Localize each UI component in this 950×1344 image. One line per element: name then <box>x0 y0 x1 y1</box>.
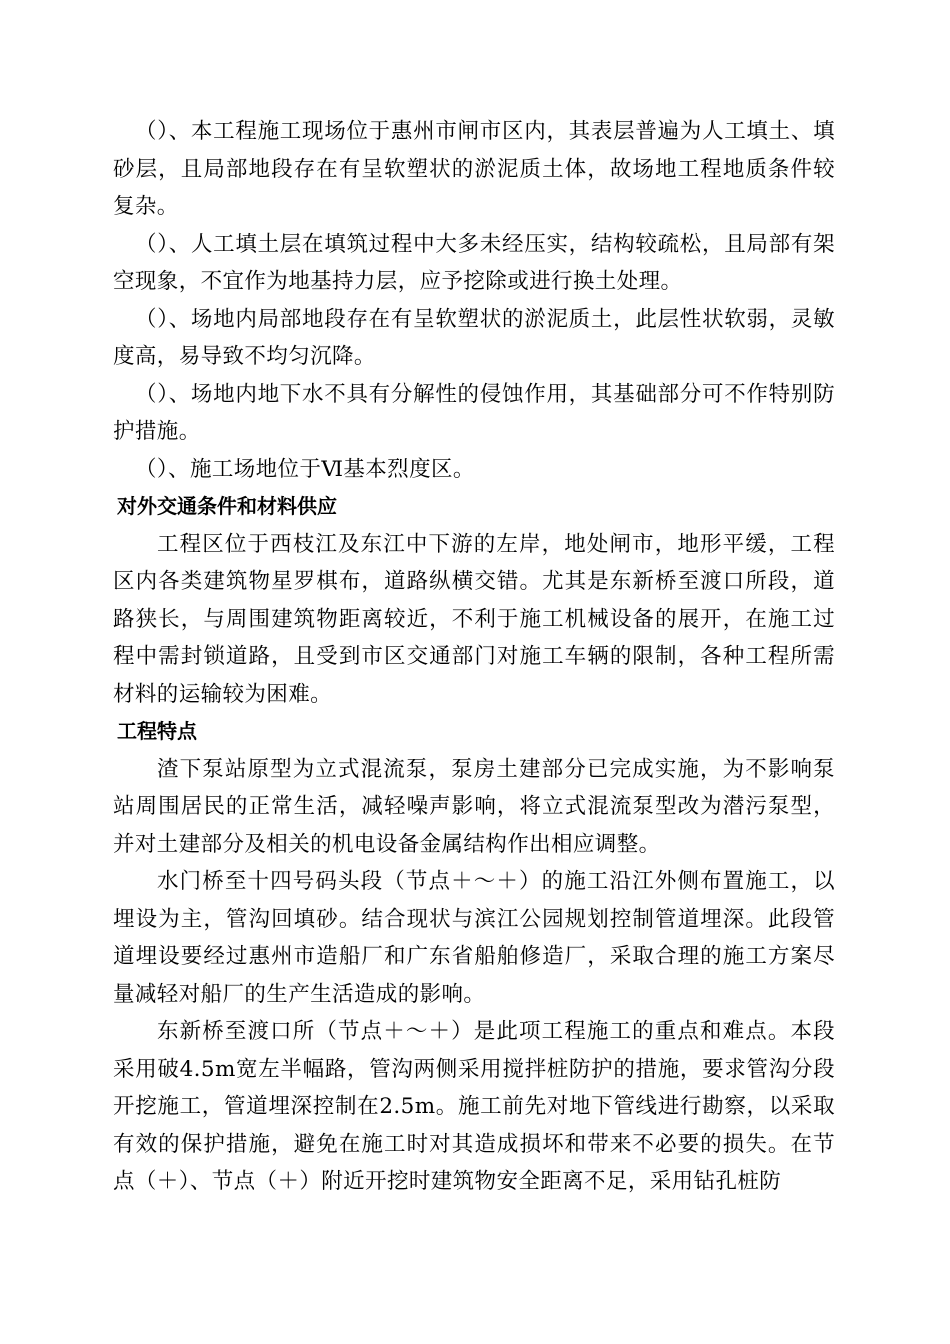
paragraph-dongxin-segment: 东新桥至渡口所（节点＋～＋）是此项工程施工的重点和难点。本段采用破4.5m宽左半幅路，管沟两侧采用搅拌桩防护的措施，要求管沟分段开挖施工，管道埋深控制在2.5m。施工前先对地下管线进行勘察，以采取有效的保护措施，避免在施工时对其造成损坏和带来不必要的损失。在节点（＋）、节点（＋）附近开挖时建筑物安全距离不足，采用钻孔桩防 <box>113 1019 835 1194</box>
document-body <box>113 113 835 1201</box>
paragraph-transport: 工程区位于西枝江及东江中下游的左岸，地处闸市，地形平缓，工程区内各类建筑物星罗棋布，道路纵横交错。尤其是东新桥至渡口所段，道路狭长，与周围建筑物距离较近，不利于施工机械设备的展开，在施工过程中需封锁道路，且受到市区交通部门对施工车辆的限制，各种工程所需材料的运输较为困难。 <box>113 531 835 707</box>
paragraph-pump-station: 渣下泵站原型为立式混流泵，泵房土建部分已完成实施，为不影响泵站周围居民的正常生活，减轻噪声影响，将立式混流泵型改为潜污泵型，并对土建部分及相关的机电设备金属结构作出相应调整。 <box>113 756 835 857</box>
list-item-seismic-zone: （）、施工场地位于Ⅵ基本烈度区。 <box>135 456 475 482</box>
paragraph-shuimen-segment: 水门桥至十四号码头段（节点＋～＋）的施工沿江外侧布置施工，以埋设为主，管沟回填砂。结合现状与滨江公园规划控制管道埋深。此段管道埋设要经过惠州市造船厂和广东省船舶修造厂，采取合理的施工方案尽量减轻对船厂的生产生活造成的影响。 <box>113 869 835 1007</box>
list-item-soil-condition: （）、本工程施工现场位于惠州市闸市区内，其表层普遍为人工填土、填砂层，且局部地段存在有呈软塑状的淤泥质土体，故场地工程地质条件较复杂。 <box>113 119 835 219</box>
list-item-groundwater: （）、场地内地下水不具有分解性的侵蚀作用，其基础部分可不作特别防护措施。 <box>113 381 835 444</box>
list-item-silt-layer: （）、场地内局部地段存在有呈软塑状的淤泥质土，此层性状软弱，灵敏度高，易导致不均匀沉降。 <box>113 306 835 369</box>
section-heading-transport: 对外交通条件和材料供应 <box>117 494 337 518</box>
list-item-fill-layer: （）、人工填土层在填筑过程中大多未经压实，结构较疏松，且局部有架空现象，不宜作为地基持力层，应予挖除或进行换土处理。 <box>113 231 835 294</box>
section-heading-features: 工程特点 <box>117 719 197 743</box>
